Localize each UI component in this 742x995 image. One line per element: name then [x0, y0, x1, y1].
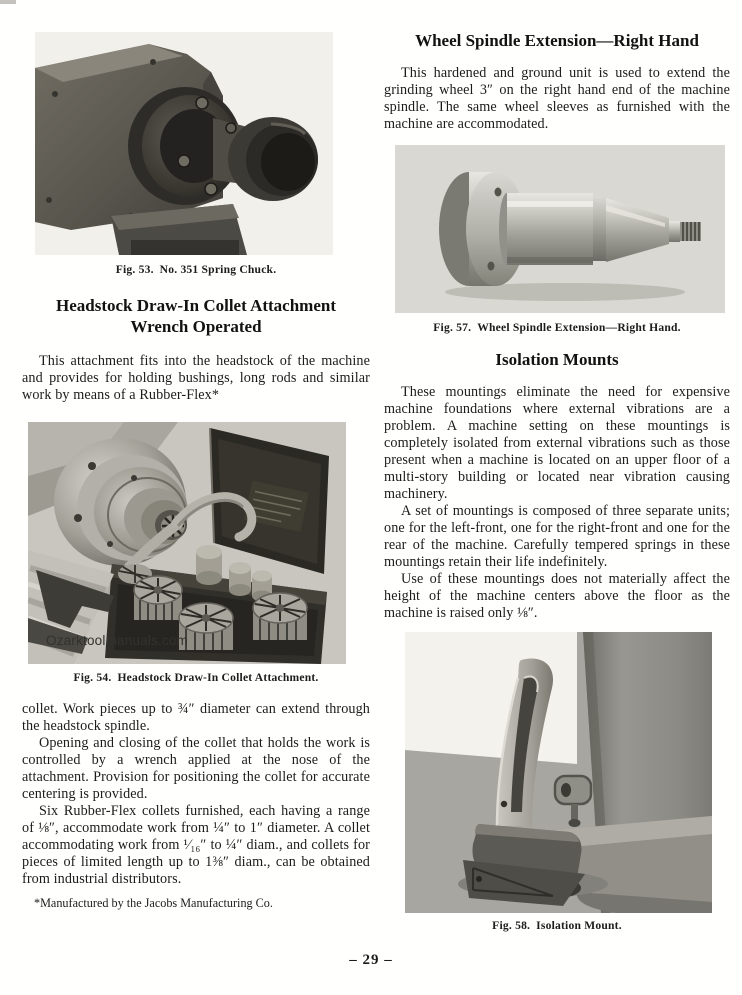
heading-wheel-spindle-extension: Wheel Spindle Extension—Right Hand — [415, 31, 699, 50]
right-column — [384, 30, 730, 933]
isolation-mount-illustration — [405, 632, 712, 913]
wheel-spindle-extension-illustration — [395, 145, 725, 313]
paragraph-isolation-3: Use of these mountings does not materially affect the height of the machine centers above the floor as the machine is raised only ⅛″. — [384, 571, 730, 622]
fig54-photo-collet-attachment — [28, 422, 346, 664]
heading-isolation-mounts: Isolation Mounts — [495, 350, 619, 370]
fig53-caption: Fig. 53. No. 351 Spring Chuck. — [115, 263, 277, 276]
heading-collet-line2: Wrench Operated — [130, 317, 262, 336]
fig57-photo-wheel-spindle-extension — [395, 145, 725, 313]
scan-artifact — [0, 0, 16, 4]
paragraph-six-collets: Six Rubber-Flex collets furnished, each having a range of ⅛″, accommodate work from ¼″ to 1″ diameter. A collet accommodating work from ¹⁄₁₆″ to ¼″ diam., and collets for pieces of limited length up to 1⅜″ diam., can be obtained from industrial distributors. — [22, 803, 370, 887]
left-column — [22, 28, 370, 911]
watermark-text: Ozarktoolmanuals.com — [46, 633, 189, 648]
fig58-photo-isolation-mount — [405, 632, 712, 913]
footnote-jacobs: *Manufactured by the Jacobs Manufacturing Co. — [34, 896, 273, 910]
paragraph-isolation-1: These mountings eliminate the need for expensive machine foundations where external vibrations are a problem. A machine setting on these mountings is completely isolated from external vibrations such as those present when a machine is located on an upper floor of a multi-story building or located near vibration causing machinery. — [384, 384, 730, 503]
fig57-caption: Fig. 57. Wheel Spindle Extension—Right Hand. — [433, 321, 681, 335]
paragraph-wheel-spindle: This hardened and ground unit is used to extend the grinding wheel 3″ on the right hand end of the machine spindle. The same wheel sleeves as furnished with the machine are accommodated. — [384, 65, 730, 133]
fig58-caption: Fig. 58. Isolation Mount. — [492, 919, 622, 933]
collet-attachment-illustration — [28, 422, 346, 664]
spring-chuck-illustration — [35, 32, 333, 255]
heading-collet-attachment — [22, 295, 370, 337]
page-number: – 29 – — [349, 952, 393, 968]
paragraph-isolation-2: A set of mountings is composed of three separate units; one for the left-front, one for the right-front and one for the rear of the machine. Carefully tempered springs in these mountings retain their life indefinitely. — [384, 503, 730, 571]
paragraph-collet-continuation: collet. Work pieces up to ¾″ diameter can extend through the headstock spindle. — [22, 701, 370, 734]
paragraph-opening-closing: Opening and closing of the collet that holds the work is controlled by a wrench applied at the nose of the attachment. Provision for positioning the collet for accurate centering is provided. — [22, 735, 370, 802]
paragraph-collet-intro: This attachment fits into the headstock of the machine and provides for holding bushings, long rods and similar work by means of a Rubber-Flex* — [22, 353, 370, 403]
fig53-photo-spring-chuck — [35, 32, 333, 255]
heading-collet-line1: Headstock Draw-In Collet Attachment — [56, 296, 336, 315]
fig54-caption: Fig. 54. Headstock Draw-In Collet Attachment. — [73, 671, 319, 684]
